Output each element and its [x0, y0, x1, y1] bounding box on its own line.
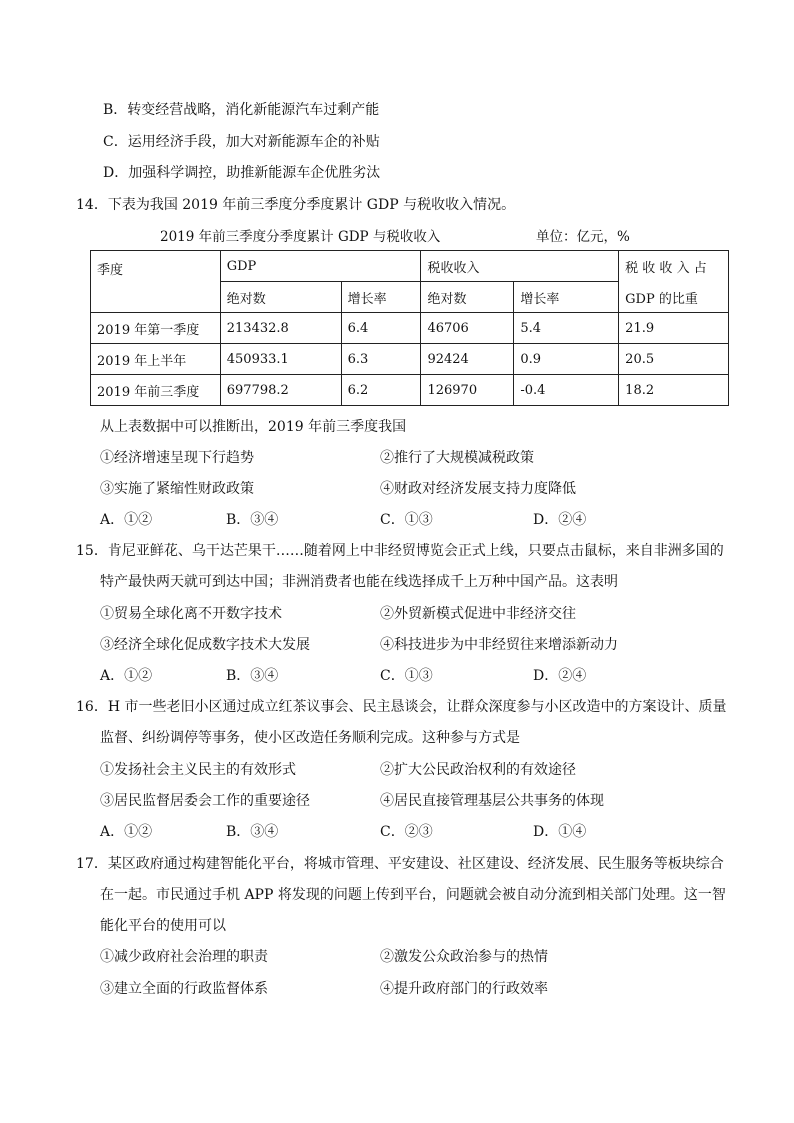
- q17-item-3: ③建立全面的行政监督体系: [100, 981, 268, 997]
- q14-stem: 14．下表为我国 2019 年前三季度分季度累计 GDP 与税收收入情况。: [76, 197, 516, 213]
- q14-choice-d[interactable]: D．②④: [533, 512, 587, 528]
- header-ratio: [619, 251, 729, 313]
- header-ratio-line2: GDP 的比重: [625, 291, 698, 307]
- header-gdp-abs: 绝对数: [220, 282, 341, 313]
- q16-stem-line1: 16．H 市一些老旧小区通过成立红茶议事会、民主恳谈会，让群众深度参与小区改造中的方案设计、质量: [76, 699, 727, 715]
- table-row: [91, 313, 729, 344]
- q15-item-4: ④科技进步为中非经贸往来增添新动力: [380, 637, 618, 653]
- q17-item-1: ①减少政府社会治理的职责: [100, 949, 268, 965]
- row-period: 2019 年第一季度: [91, 313, 221, 344]
- q14-item-1: ①经济增速呈现下行趋势: [100, 450, 254, 466]
- q16-item-1: ①发扬社会主义民主的有效形式: [100, 762, 296, 778]
- row-gdp-growth: 6.3: [341, 344, 421, 375]
- row-tax-abs: 46706: [421, 313, 514, 344]
- q15-choice-d[interactable]: D．②④: [533, 668, 587, 684]
- q14-choice-b[interactable]: B．③④: [226, 512, 279, 528]
- q16-item-2: ②扩大公民政治权利的有效途径: [380, 762, 576, 778]
- row-tax-growth: 5.4: [514, 313, 619, 344]
- q13-option-d: D．加强科学调控，助推新能源车企优胜劣汰: [103, 165, 381, 181]
- header-tax: 税收收入: [421, 251, 619, 282]
- q14-table-unit: 单位：亿元，%: [536, 229, 630, 245]
- q16-stem-line2: 监督、纠纷调停等事务，使小区改造任务顺利完成。这种参与方式是: [100, 730, 520, 746]
- row-period: 2019 年上半年: [91, 344, 221, 375]
- q15-stem-line2: 特产最快两天就可到达中国；非洲消费者也能在线选择成千上万种中国产品。这表明: [100, 574, 618, 590]
- row-gdp-abs: 450933.1: [220, 344, 341, 375]
- table-row: [91, 375, 729, 406]
- table-row: [91, 344, 729, 375]
- q16-choice-c[interactable]: C．②③: [380, 824, 433, 840]
- row-tax-abs: 92424: [421, 344, 514, 375]
- q15-choice-c[interactable]: C．①③: [380, 668, 433, 684]
- row-tax-growth: -0.4: [514, 375, 619, 406]
- q15-choice-b[interactable]: B．③④: [226, 668, 279, 684]
- q17-stem-line3: 能化平台的使用可以: [100, 918, 226, 934]
- q14-item-2: ②推行了大规模减税政策: [380, 450, 534, 466]
- q16-item-4: ④居民直接管理基层公共事务的体现: [380, 793, 604, 809]
- row-period: 2019 年前三季度: [91, 375, 221, 406]
- header-quarter: 季度: [91, 251, 221, 313]
- row-gdp-abs: 213432.8: [220, 313, 341, 344]
- q13-option-b: B．转变经营战略，消化新能源汽车过剩产能: [103, 102, 380, 118]
- header-tax-abs: 绝对数: [421, 282, 514, 313]
- q16-choice-a[interactable]: A．①②: [100, 824, 153, 840]
- q15-choice-a[interactable]: A．①②: [100, 668, 153, 684]
- row-gdp-growth: 6.2: [341, 375, 421, 406]
- q17-item-4: ④提升政府部门的行政效率: [380, 981, 548, 997]
- q14-choice-a[interactable]: A．①②: [100, 512, 153, 528]
- row-gdp-abs: 697798.2: [220, 375, 341, 406]
- q17-item-2: ②激发公众政治参与的热情: [380, 949, 548, 965]
- row-tax-abs: 126970: [421, 375, 514, 406]
- header-ratio-line1: 税 收 收 入 占: [625, 260, 707, 276]
- q16-choice-b[interactable]: B．③④: [226, 824, 279, 840]
- row-ratio: 18.2: [619, 375, 729, 406]
- header-gdp-growth: 增长率: [341, 282, 421, 313]
- q15-item-1: ①贸易全球化离不开数字技术: [100, 606, 282, 622]
- q15-item-3: ③经济全球化促成数字技术大发展: [100, 637, 310, 653]
- row-gdp-growth: 6.4: [341, 313, 421, 344]
- row-ratio: 20.5: [619, 344, 729, 375]
- q13-option-c: C．运用经济手段，加大对新能源车企的补贴: [103, 134, 380, 150]
- q16-choice-d[interactable]: D．①④: [533, 824, 587, 840]
- row-tax-growth: 0.9: [514, 344, 619, 375]
- q14-item-4: ④财政对经济发展支持力度降低: [380, 481, 576, 497]
- q15-stem-line1: 15．肯尼亚鲜花、乌干达芒果干……随着网上中非经贸博览会正式上线，只要点击鼠标，来自非洲多国的: [76, 543, 724, 559]
- row-ratio: 21.9: [619, 313, 729, 344]
- q17-stem-line1: 17．某区政府通过构建智能化平台，将城市管理、平安建设、社区建设、经济发展、民生服务等板块综合: [76, 856, 724, 872]
- q17-stem-line2: 在一起。市民通过手机 APP 将发现的问题上传到平台，问题就会被自动分流到相关部门处理。这一智: [100, 887, 726, 903]
- q14-item-3: ③实施了紧缩性财政政策: [100, 481, 254, 497]
- q14-table-caption: 2019 年前三季度分季度累计 GDP 与税收收入: [160, 229, 441, 245]
- header-tax-growth: 增长率: [514, 282, 619, 313]
- q14-lead: 从上表数据中可以推断出，2019 年前三季度我国: [100, 419, 407, 435]
- header-gdp: GDP: [220, 251, 421, 282]
- gdp-tax-table: [90, 250, 729, 406]
- q14-choice-c[interactable]: C．①③: [380, 512, 433, 528]
- q16-item-3: ③居民监督居委会工作的重要途径: [100, 793, 310, 809]
- q15-item-2: ②外贸新模式促进中非经济交往: [380, 606, 576, 622]
